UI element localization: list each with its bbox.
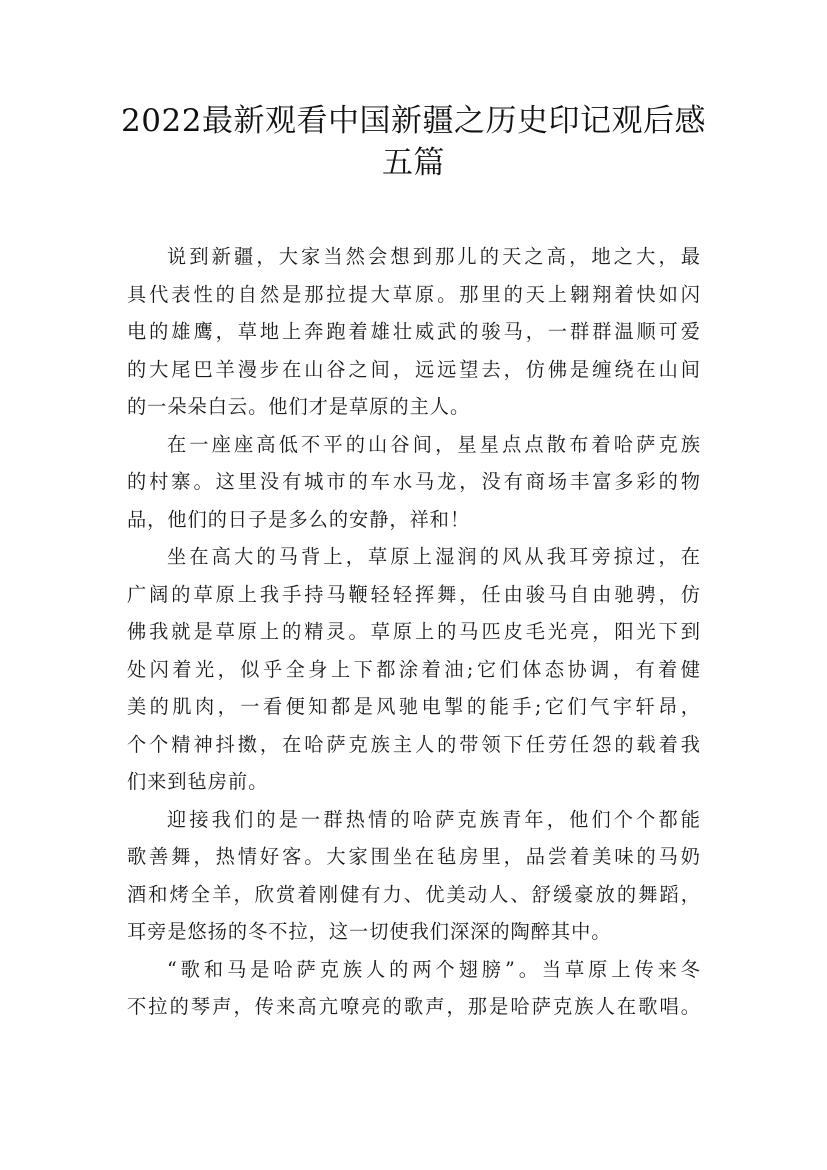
paragraph-line: 广阔的草原上我手持马鞭轻轻挥舞，任由骏马自由驰骋，仿 xyxy=(127,582,701,606)
paragraph-line: 说到新疆，大家当然会想到那儿的天之高，地之大，最 xyxy=(167,245,701,268)
paragraph-line: 品，他们的日子是多么的安静，祥和！ xyxy=(127,507,471,531)
paragraph-line: 歌善舞，热情好客。大家围坐在毡房里，品尝着美味的马奶 xyxy=(127,845,701,868)
paragraph-line: 处闪着光，似乎全身上下都涂着油;它们体态协调，有着健 xyxy=(127,657,701,681)
paragraph-line: 美的肌肉，一看便知都是风驰电掣的能手;它们气宇轩昂， xyxy=(127,695,701,718)
paragraph-line: 的一朵朵白云。他们才是草原的主人。 xyxy=(127,395,471,418)
paragraph-3 xyxy=(127,538,701,801)
paragraph-line: 迎接我们的是一群热情的哈萨克族青年，他们个个都能 xyxy=(167,807,701,831)
title-line-1: 2022最新观看中国新疆之历史印记观后感 xyxy=(121,103,706,139)
paragraph-line: 耳旁是悠扬的冬不拉，这一切使我们深深的陶醉其中。 xyxy=(127,920,612,943)
paragraph-5 xyxy=(127,951,701,1026)
paragraph-line: 具代表性的自然是那拉提大草原。那里的天上翱翔着快如闪 xyxy=(127,282,701,306)
paragraph-4 xyxy=(127,801,701,951)
paragraph-line: 电的雄鹰，草地上奔跑着雄壮威武的骏马，一群群温顺可爱 xyxy=(127,320,701,343)
document-body xyxy=(127,238,701,1026)
paragraph-line: 们来到毡房前。 xyxy=(127,770,269,793)
paragraph-line: 坐在高大的马背上，草原上湿润的风从我耳旁掠过，在 xyxy=(167,545,701,568)
paragraph-line: 个个精神抖擞，在哈萨克族主人的带领下任劳任怨的载着我 xyxy=(127,732,701,756)
title-line-2: 五篇 xyxy=(382,145,445,181)
paragraph-line: 不拉的琴声，传来高亢嘹亮的歌声，那是哈萨克族人在歌唱。 xyxy=(127,995,701,1018)
paragraph-line: 在一座座高低不平的山谷间，星星点点散布着哈萨克族 xyxy=(167,432,701,456)
paragraph-line: 的村寨。这里没有城市的车水马龙，没有商场丰富多彩的物 xyxy=(127,470,701,493)
paragraph-line: 的大尾巴羊漫步在山谷之间，远远望去，仿佛是缠绕在山间 xyxy=(127,357,701,381)
paragraph-line: “歌和马是哈萨克族人的两个翅膀”。当草原上传来冬 xyxy=(167,957,701,981)
paragraph-2 xyxy=(127,426,701,539)
paragraph-line: 酒和烤全羊，欣赏着刚健有力、优美动人、舒缓豪放的舞蹈， xyxy=(127,882,701,906)
document-title xyxy=(100,100,727,184)
paragraph-line: 佛我就是草原上的精灵。草原上的马匹皮毛光亮，阳光下到 xyxy=(127,620,701,643)
paragraph-1 xyxy=(127,238,701,426)
